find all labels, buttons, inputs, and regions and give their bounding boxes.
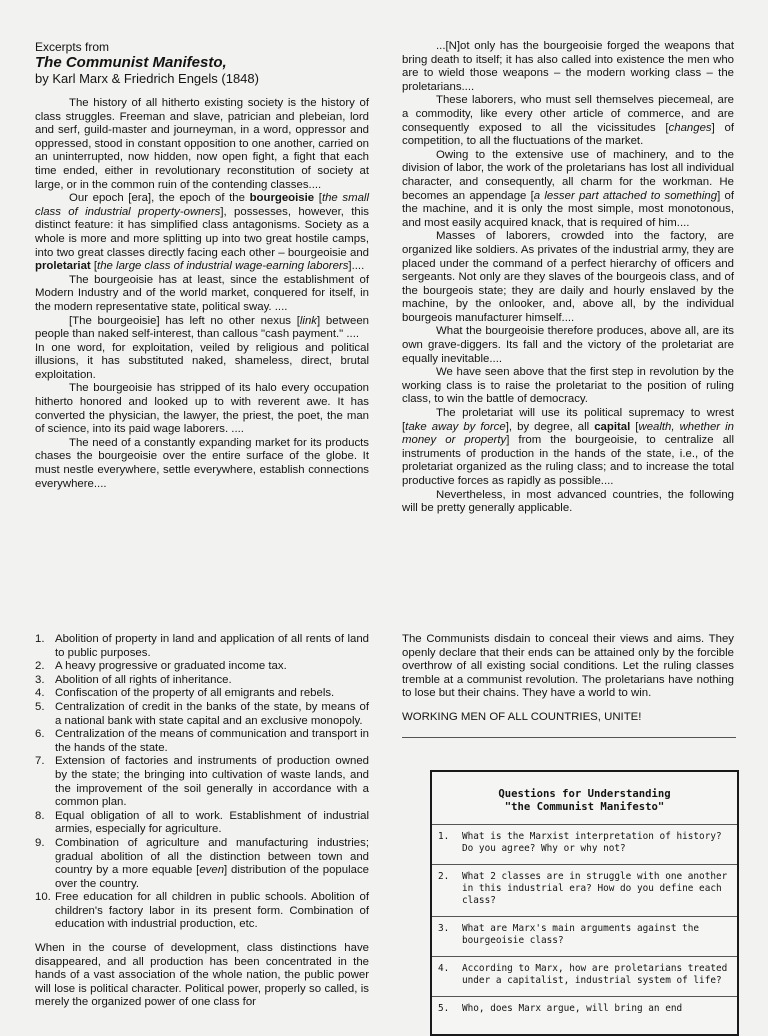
- list-item: 6. Centralization of the means of communication and transport in the hands of the state.: [35, 728, 369, 754]
- divider: [402, 737, 736, 738]
- top-right-column: [402, 40, 734, 516]
- question-item: 4. According to Marx, how are proletarians treated under a capitalist, industrial system of life?: [432, 956, 737, 996]
- paragraph: In one word, for exploitation, veiled by religious and political illusions, it has substituted naked, shameless, direct, brutal exploitation.: [35, 341, 369, 381]
- paragraph: The proletariat will use its political supremacy to wrest [take away by force], by degree, all capital [wealth, whether in money or property] from the bourgeoisie, to centralize all instruments of production in the hands of the state, i.e., of the proletariat organized as the ruling class; and to increase the total productive forces as rapidly as possible....: [402, 407, 734, 487]
- paragraph: Masses of laborers, crowded into the factory, are organized like soldiers. As privates of the industrial army, they are placed under the command of a perfect hierarchy of officers and sergeants. Not only are they slaves of the bourgeois class, and of the bourgeois state; they are daily and hourly enslaved by the machine, by the onlooker, and, above all, by the individual bourgeois manufacturer himself....: [402, 230, 734, 324]
- definition: a lesser part attached to something: [533, 189, 718, 202]
- list-item: 2. A heavy progressive or graduated income tax.: [35, 660, 287, 673]
- paragraph: The history of all hitherto existing society is the history of class struggles. Freeman and slave, patrician and plebeian, lord and serf, guild-master and journeyman, in a word, oppressor and oppressed, stood in constant opposition to one another, carried on an uninterrupted, now hidden, now open fight, a fight that each time ended, either in revolutionary reconstitution of society at large, or in the common ruin of the contending classes....: [35, 97, 369, 191]
- closing-paragraph: When in the course of development, class distinctions have disappeared, and all production has been concentrated in the hands of a vast association of the whole nation, the public power will lose is political character. Political power, properly so called, is merely the organized power of one class for: [35, 942, 369, 1009]
- question-item: 2. What 2 classes are in struggle with one another in this industrial era? How do you define each class?: [432, 864, 737, 916]
- definition: the large class of industrial wage-earning laborers: [97, 260, 349, 273]
- paragraph: What the bourgeoisie therefore produces, above all, are its own grave-diggers. Its fall and the victory of the proletariat are equally inevitable....: [402, 325, 734, 365]
- question-item: 3. What are Marx's main arguments against the bourgeoisie class?: [432, 916, 737, 956]
- list-item: 10. Free education for all children in public schools. Abolition of children's factory labor in its present form. Combination of education with industrial production, etc.: [35, 891, 369, 931]
- question-item: 5. Who, does Marx argue, will bring an end: [432, 996, 737, 1024]
- list-item: 9. Combination of agriculture and manufacturing industries; gradual abolition of all the distinction between town and country by a more equable [even] distribution of the populace over the country.: [35, 836, 370, 890]
- definition: the small class of industrial property-owners: [35, 192, 369, 218]
- paragraph: Owing to the extensive use of machinery, and to the division of labor, the work of the proletarians has lost all individual character, and consequently, all charm for the workman. He becomes an appendage [a lesser part attached to something] of the machine, and it is only the most simple, most monotonous, and most easily acquired knack, that is required of him....: [402, 148, 734, 229]
- paragraph: Nevertheless, in most advanced countries, the following will be pretty generally applicable.: [402, 488, 734, 515]
- paragraph: The bourgeoisie has stripped of its halo every occupation hitherto honored and looked up to with reverent awe. It has converted the physician, the lawyer, the priest, the poet, the man of science, into its paid wage laborers. ....: [35, 382, 369, 436]
- bottom-left-column: [35, 633, 369, 1010]
- list-item: 4. Confiscation of the property of all emigrants and rebels.: [35, 687, 335, 700]
- measures-list: [35, 633, 369, 932]
- document-title: The Communist Manifesto,: [35, 54, 227, 71]
- paragraph: ...[N]ot only has the bourgeoisie forged the weapons that bring death to itself; it has also called into existence the men who are to wield those weapons – the modern working class – the proletarians....: [402, 40, 734, 93]
- definition: link: [299, 314, 317, 327]
- list-item: 7. Extension of factories and instruments of production owned by the state; the bringing into cultivation of waste lands, and the improvement of the soil generally in accordance with a common plan.: [35, 755, 369, 809]
- top-left-column: [35, 40, 369, 491]
- list-item: 5. Centralization of credit in the banks of the state, by means of a national bank with state capital and an exclusive monopoly.: [35, 700, 369, 727]
- definition: even: [199, 864, 225, 877]
- paragraph: The Communists disdain to conceal their views and aims. They openly declare that their ends can be attained only by the forcible overthrow of all existing social conditions. Let the ruling classes tremble at a communist revolution. The proletarians have nothing to lose but their chains. They have a world to win.: [402, 633, 734, 700]
- list-item: 3. Abolition of all rights of inheritance.: [35, 673, 232, 686]
- definition: take away by force: [405, 420, 506, 433]
- bold-term: capital: [594, 420, 631, 433]
- paragraph: We have seen above that the first step in revolution by the working class is to raise the proletariat to the position of ruling class, to win the battle of democracy.: [402, 366, 734, 406]
- excerpts-label: Excerpts from: [35, 40, 110, 54]
- paragraph: The bourgeoisie has at least, since the establishment of Modern Industry and of the world market, conquered for itself, in the modern representative state, political sway. ....: [35, 273, 369, 313]
- list-item: 8. Equal obligation of all to work. Establishment of industrial armies, especially for agriculture.: [35, 809, 369, 836]
- list-item: 1. Abolition of property in land and application of all rents of land to public purposes.: [35, 633, 369, 659]
- bold-term: bourgeoisie: [249, 192, 315, 205]
- paragraph: [The bourgeoisie] has left no other nexus [link] between people than naked self-interest, than callous "cash payment." ....: [35, 314, 369, 341]
- question-item: 1. What is the Marxist interpretation of history? Do you agree? Why or why not?: [432, 824, 737, 864]
- paragraph: The need of a constantly expanding market for its products chases the bourgeoisie over the entire surface of the globe. It must nestle everywhere, settle everywhere, establish connections everywhere....: [35, 436, 369, 490]
- bottom-right-column: [402, 633, 734, 752]
- definition: wealth, whether in money or property: [402, 420, 734, 447]
- bold-term: proletariat: [35, 260, 91, 273]
- document-authors: by Karl Marx & Friedrich Engels (1848): [35, 71, 259, 86]
- definition: changes: [668, 121, 712, 134]
- questions-title: Questions for Understanding "the Communist Manifesto": [498, 788, 671, 813]
- slogan: WORKING MEN OF ALL COUNTRIES, UNITE!: [402, 710, 642, 723]
- paragraph: Our epoch [era], the epoch of the bourgeoisie [the small class of industrial property-owners], possesses, however, this distinct feature: it has simplified class antagonisms. Society as a whole is more and more splitting up into two great hostile camps, into two great classes directly facing each other – bourgeoisie and proletariat [the large class of industrial wage-earning laborers]....: [35, 192, 369, 273]
- paragraph: These laborers, who must sell themselves piecemeal, are a commodity, like every other article of commerce, and are consequently exposed to all the vicissitudes [changes] of competition, to all the fluctuations of the market.: [402, 94, 734, 148]
- questions-box: [430, 770, 739, 1036]
